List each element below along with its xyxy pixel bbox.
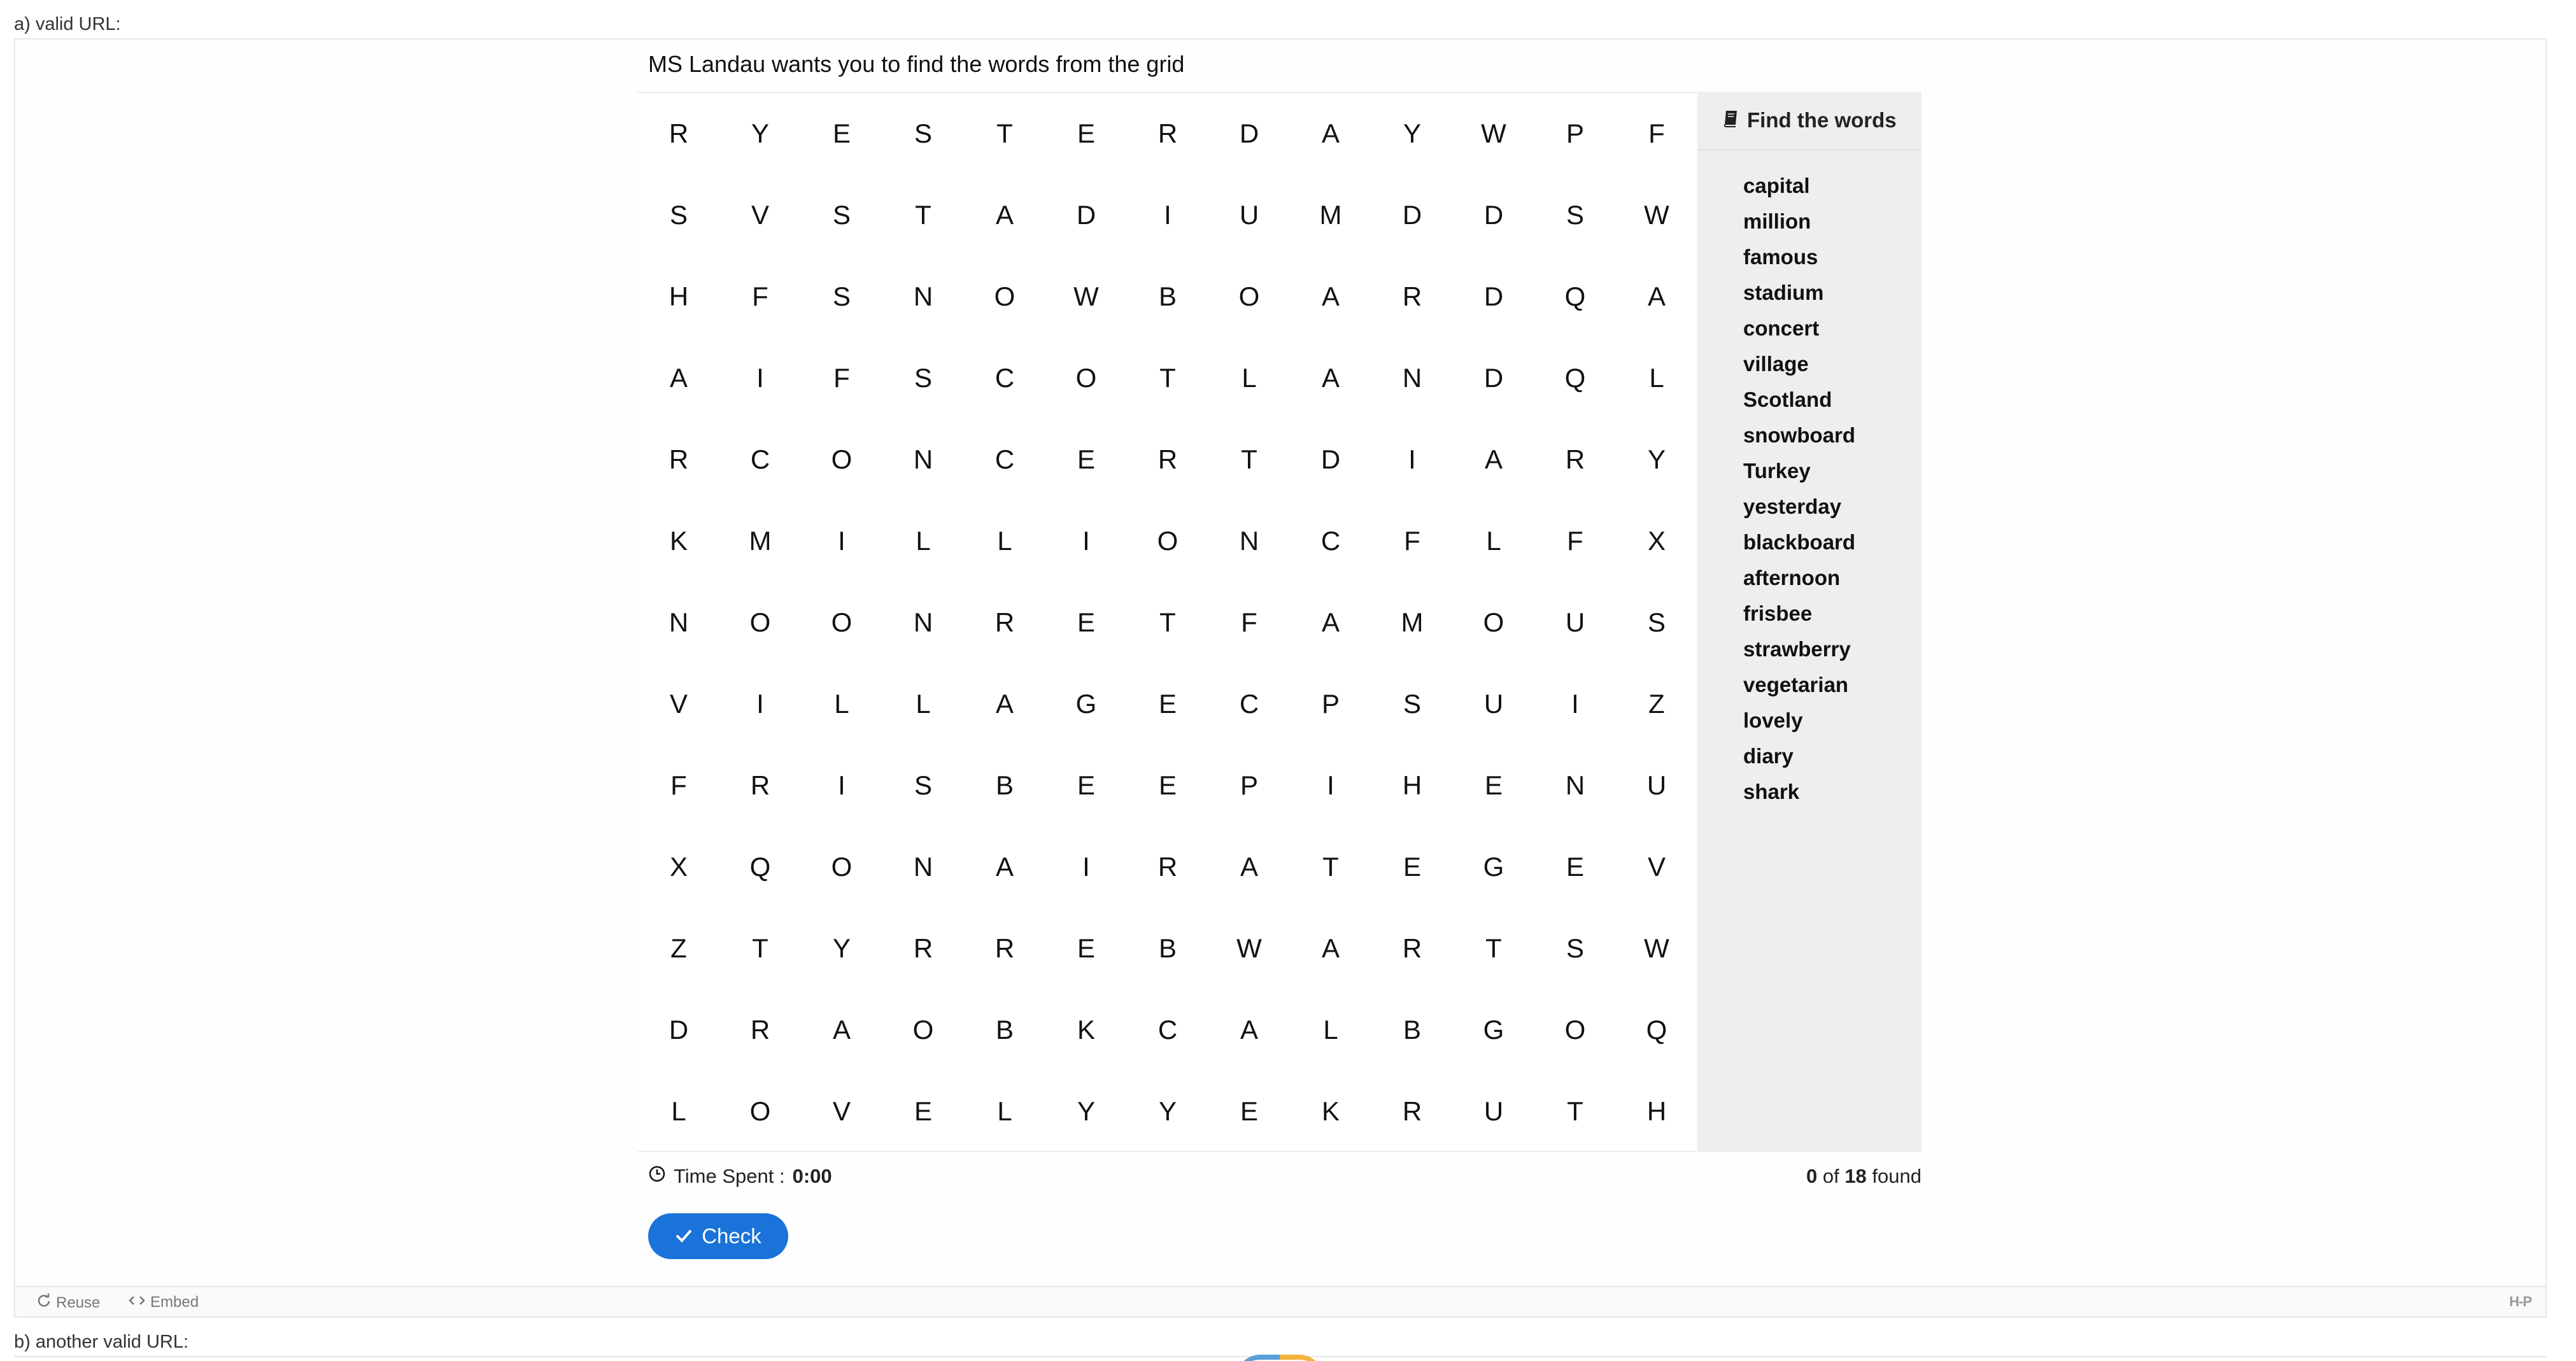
word-item: capital (1743, 174, 1810, 197)
grid-cell[interactable]: F (1241, 607, 1257, 637)
grid-cell[interactable]: K (1321, 1096, 1340, 1126)
grid-cell[interactable]: E (1077, 933, 1095, 963)
grid-cell[interactable]: M (1401, 607, 1424, 637)
word-item: Scotland (1743, 388, 1832, 411)
grid-cell[interactable]: M (1319, 200, 1342, 230)
grid-cell[interactable]: O (1157, 526, 1178, 556)
grid-cell[interactable]: E (1566, 852, 1584, 882)
grid-cell[interactable]: B (1403, 1015, 1421, 1045)
grid-cell[interactable]: B (995, 1015, 1014, 1045)
grid-cell[interactable]: E (1158, 770, 1177, 800)
grid-cell[interactable]: D (1239, 118, 1259, 148)
grid-cell[interactable]: C (994, 444, 1015, 474)
grid-cell[interactable]: Y (1158, 1096, 1177, 1126)
grid-cell[interactable]: Z (670, 933, 687, 963)
grid-cell[interactable]: R (994, 933, 1015, 963)
grid-cell[interactable]: O (831, 852, 853, 882)
grid-cell[interactable]: L (997, 1096, 1012, 1126)
grid-cell[interactable]: I (1408, 444, 1416, 474)
grid-cell[interactable]: I (1082, 852, 1090, 882)
grid-cell[interactable]: O (912, 1015, 934, 1045)
found-of: of (1822, 1165, 1839, 1187)
grid-cell[interactable]: N (669, 607, 689, 637)
word-item: strawberry (1743, 637, 1851, 661)
grid-cell[interactable]: H (669, 281, 689, 311)
grid-cell[interactable]: F (1404, 526, 1420, 556)
grid-cell[interactable]: A (1647, 281, 1666, 311)
grid-cell[interactable]: T (1322, 852, 1339, 882)
grid-cell[interactable]: R (1157, 852, 1178, 882)
grid-cell[interactable]: V (669, 689, 688, 719)
grid-cell[interactable]: R (669, 444, 689, 474)
grid-cell[interactable]: A (1240, 852, 1258, 882)
grid-cell[interactable]: L (834, 689, 849, 719)
grid-cell[interactable]: I (756, 363, 764, 393)
grid-cell[interactable]: G (1075, 689, 1097, 719)
grid-cell[interactable]: E (914, 1096, 932, 1126)
grid-cell[interactable]: L (671, 1096, 686, 1126)
puzzle-title: MS Landau wants you to find the words from the grid (648, 51, 1185, 77)
word-item: vegetarian (1743, 673, 1849, 696)
grid-cell[interactable]: H (1646, 1096, 1667, 1126)
grid-cell[interactable]: Y (1403, 118, 1421, 148)
grid-cell[interactable]: Q (1564, 281, 1586, 311)
grid-cell[interactable]: I (1082, 526, 1090, 556)
grid-cell[interactable]: E (1158, 689, 1177, 719)
grid-cell[interactable]: A (669, 363, 688, 393)
grid-cell[interactable]: A (832, 1015, 851, 1045)
grid-cell[interactable]: V (751, 200, 769, 230)
grid-cell[interactable]: I (1164, 200, 1171, 230)
grid-cell[interactable]: V (832, 1096, 851, 1126)
grid-cell[interactable]: N (913, 281, 933, 311)
grid-cell[interactable]: N (913, 607, 933, 637)
word-item: frisbee (1743, 602, 1813, 625)
grid-cell[interactable]: I (838, 770, 846, 800)
grid-cell[interactable]: E (1077, 607, 1095, 637)
grid-cell[interactable]: L (916, 526, 931, 556)
grid-cell[interactable]: Y (751, 118, 769, 148)
grid-cell[interactable]: A (1321, 118, 1340, 148)
grid-cell[interactable]: D (1483, 281, 1504, 311)
grid-cell[interactable]: T (915, 200, 931, 230)
word-item: million (1743, 209, 1811, 233)
word-item: shark (1743, 780, 1800, 803)
grid-cell[interactable]: E (1403, 852, 1421, 882)
h5p-logo[interactable]: H-P (2509, 1294, 2531, 1309)
grid-cell[interactable]: E (1077, 118, 1095, 148)
grid-cell[interactable]: N (1402, 363, 1422, 393)
grid-cell[interactable]: E (1484, 770, 1503, 800)
grid-cell[interactable]: O (831, 444, 853, 474)
grid-cell[interactable]: N (1565, 770, 1585, 800)
grid-cell[interactable]: E (1077, 444, 1095, 474)
grid-cell[interactable]: T (752, 933, 768, 963)
grid-cell[interactable]: L (1323, 1015, 1338, 1045)
found-count: 0 (1806, 1165, 1818, 1187)
grid-cell[interactable]: S (832, 200, 851, 230)
grid-cell[interactable]: R (1402, 281, 1422, 311)
grid-cell[interactable]: T (1159, 363, 1176, 393)
checkmark-icon (675, 1224, 693, 1248)
grid-cell[interactable]: R (1402, 933, 1422, 963)
grid-cell[interactable]: T (1241, 444, 1257, 474)
grid-cell[interactable]: D (1402, 200, 1422, 230)
grid-cell[interactable]: A (1321, 607, 1340, 637)
grid-cell[interactable]: Y (1077, 1096, 1095, 1126)
grid-cell[interactable]: I (756, 689, 764, 719)
embed-icon (129, 1294, 145, 1311)
grid-cell[interactable]: D (1320, 444, 1341, 474)
word-item: yesterday (1743, 495, 1842, 518)
word-item: Turkey (1743, 459, 1811, 483)
embed-button[interactable] (129, 1294, 199, 1311)
grid-cell[interactable]: X (669, 852, 688, 882)
word-item: blackboard (1743, 530, 1856, 554)
grid-cell[interactable]: R (669, 118, 689, 148)
grid-cell[interactable]: W (1481, 118, 1506, 148)
grid-cell[interactable]: A (995, 689, 1014, 719)
grid-cell[interactable]: Q (1564, 363, 1586, 393)
grid-cell[interactable]: R (1565, 444, 1585, 474)
embed-label: Embed (150, 1294, 199, 1311)
grid-cell[interactable]: P (1566, 118, 1584, 148)
word-item: stadium (1743, 281, 1824, 304)
word-item: village (1743, 352, 1809, 376)
puzzle-area (638, 92, 1697, 1152)
grid-cell[interactable]: R (750, 770, 770, 800)
grid-cell[interactable]: P (1321, 689, 1340, 719)
reuse-button[interactable] (37, 1294, 100, 1312)
grid-cell[interactable]: Y (1647, 444, 1666, 474)
grid-cell[interactable]: Q (1646, 1015, 1667, 1045)
time-value: 0:00 (792, 1165, 832, 1187)
grid-cell[interactable]: R (994, 607, 1015, 637)
grid-cell[interactable]: V (1647, 852, 1666, 882)
grid-cell[interactable]: T (1567, 1096, 1583, 1126)
grid-cell[interactable]: A (1321, 933, 1340, 963)
grid-cell[interactable]: U (1483, 689, 1504, 719)
grid-cell[interactable]: U (1483, 1096, 1504, 1126)
grid-cell[interactable]: C (994, 363, 1015, 393)
grid-cell[interactable]: W (1073, 281, 1099, 311)
grid-cell[interactable]: S (914, 770, 932, 800)
clock-icon (648, 1165, 666, 1188)
word-item: concert (1743, 316, 1820, 340)
grid-cell[interactable]: N (913, 852, 933, 882)
grid-cell[interactable]: O (1564, 1015, 1586, 1045)
grid-cell[interactable]: D (669, 1015, 689, 1045)
grid-cell[interactable]: N (1239, 526, 1259, 556)
reuse-label: Reuse (56, 1294, 101, 1311)
reuse-icon (37, 1294, 51, 1312)
word-item: famous (1743, 245, 1818, 269)
grid-cell[interactable]: B (1158, 933, 1177, 963)
grid-cell[interactable]: F (752, 281, 768, 311)
grid-cell[interactable]: T (996, 118, 1013, 148)
grid-cell[interactable]: I (1571, 689, 1579, 719)
grid-cell[interactable]: W (1644, 933, 1669, 963)
words-header (1697, 92, 1921, 150)
grid-cell[interactable]: W (1236, 933, 1262, 963)
grid-cell[interactable]: N (913, 444, 933, 474)
section-label-a: a) valid URL: (14, 14, 121, 34)
grid-cell[interactable]: A (1240, 1015, 1258, 1045)
grid-cell[interactable]: S (1647, 607, 1666, 637)
grid-cell[interactable]: H (1402, 770, 1422, 800)
time-spent (648, 1165, 832, 1188)
grid-cell[interactable]: L (1242, 363, 1257, 393)
words-panel (1697, 92, 1921, 1152)
grid-cell[interactable]: C (1157, 1015, 1178, 1045)
grid-cell[interactable]: R (1157, 444, 1178, 474)
found-counter (1806, 1165, 1921, 1188)
grid-cell[interactable]: C (1320, 526, 1341, 556)
grid-cell[interactable]: E (1077, 770, 1095, 800)
grid-cell[interactable]: B (995, 770, 1014, 800)
grid-cell[interactable]: I (838, 526, 846, 556)
grid-cell[interactable]: O (1075, 363, 1097, 393)
found-label: found (1872, 1165, 1921, 1187)
book-icon (1723, 108, 1739, 132)
grid-cell[interactable]: A (1321, 281, 1340, 311)
grid-cell[interactable]: A (1484, 444, 1503, 474)
grid-cell[interactable]: S (669, 200, 688, 230)
grid-cell[interactable]: A (995, 852, 1014, 882)
grid-cell[interactable]: F (1648, 118, 1665, 148)
grid-cell[interactable]: S (1403, 689, 1421, 719)
grid-cell[interactable]: Z (1648, 689, 1665, 719)
grid-cell[interactable]: K (669, 526, 688, 556)
words-header-label: Find the words (1747, 108, 1897, 132)
grid-cell[interactable]: S (914, 363, 932, 393)
grid-cell[interactable]: U (1565, 607, 1585, 637)
grid-cell[interactable]: R (1402, 1096, 1422, 1126)
grid-cell[interactable]: T (1159, 607, 1176, 637)
grid-cell[interactable]: Y (832, 933, 851, 963)
found-total: 18 (1844, 1165, 1867, 1187)
grid-cell[interactable]: L (916, 689, 931, 719)
grid-cell[interactable]: I (1327, 770, 1334, 800)
grid-cell[interactable]: X (1647, 526, 1666, 556)
grid-cell[interactable]: G (1483, 1015, 1504, 1045)
grid-cell[interactable]: R (750, 1015, 770, 1045)
grid-cell[interactable]: D (1483, 363, 1504, 393)
grid-cell[interactable]: G (1483, 852, 1504, 882)
check-button[interactable] (648, 1213, 788, 1259)
grid-cell[interactable]: A (995, 200, 1014, 230)
grid-cell[interactable]: R (1157, 118, 1178, 148)
word-item: diary (1743, 744, 1794, 768)
grid-cell[interactable]: D (1076, 200, 1096, 230)
grid-cell[interactable]: O (749, 1096, 771, 1126)
word-item: afternoon (1743, 566, 1841, 589)
word-item: snowboard (1743, 423, 1856, 447)
grid-cell[interactable]: L (997, 526, 1012, 556)
grid-cell[interactable]: O (1238, 281, 1260, 311)
grid-cell[interactable]: E (1240, 1096, 1258, 1126)
word-list (1743, 168, 1855, 810)
letter-grid[interactable] (638, 93, 1697, 1152)
grid-cell[interactable]: O (831, 607, 853, 637)
grid-cell[interactable]: T (1485, 933, 1502, 963)
grid-cell[interactable]: C (1239, 689, 1259, 719)
grid-cell[interactable]: K (1077, 1015, 1095, 1045)
grid-cell[interactable]: F (1567, 526, 1583, 556)
grid-cell[interactable]: Q (749, 852, 771, 882)
grid-cell[interactable]: A (1321, 363, 1340, 393)
grid-cell[interactable]: W (1644, 200, 1669, 230)
grid-cell[interactable]: P (1240, 770, 1258, 800)
h5p-action-bar (15, 1286, 2545, 1316)
grid-cell[interactable]: S (914, 118, 932, 148)
grid-cell[interactable]: O (749, 607, 771, 637)
grid-cell[interactable]: L (1486, 526, 1501, 556)
section-label-b: b) another valid URL: (14, 1332, 189, 1352)
grid-cell[interactable]: U (1239, 200, 1259, 230)
grid-cell[interactable]: U (1646, 770, 1667, 800)
grid-cell[interactable]: C (750, 444, 770, 474)
check-label: Check (702, 1224, 761, 1248)
grid-cell[interactable]: L (1649, 363, 1664, 393)
grid-cell[interactable]: F (670, 770, 687, 800)
grid-cell[interactable]: S (1566, 933, 1584, 963)
grid-cell[interactable]: M (749, 526, 772, 556)
grid-cell[interactable]: B (1158, 281, 1177, 311)
grid-cell[interactable]: E (832, 118, 851, 148)
grid-cell[interactable]: S (1566, 200, 1584, 230)
grid-cell[interactable]: D (1483, 200, 1504, 230)
grid-cell[interactable]: S (832, 281, 851, 311)
grid-cell[interactable]: R (913, 933, 933, 963)
grid-cell[interactable]: O (994, 281, 1016, 311)
grid-cell[interactable]: O (1483, 607, 1504, 637)
word-item: lovely (1743, 709, 1803, 732)
time-label: Time Spent : (674, 1165, 785, 1187)
grid-cell[interactable]: F (833, 363, 850, 393)
